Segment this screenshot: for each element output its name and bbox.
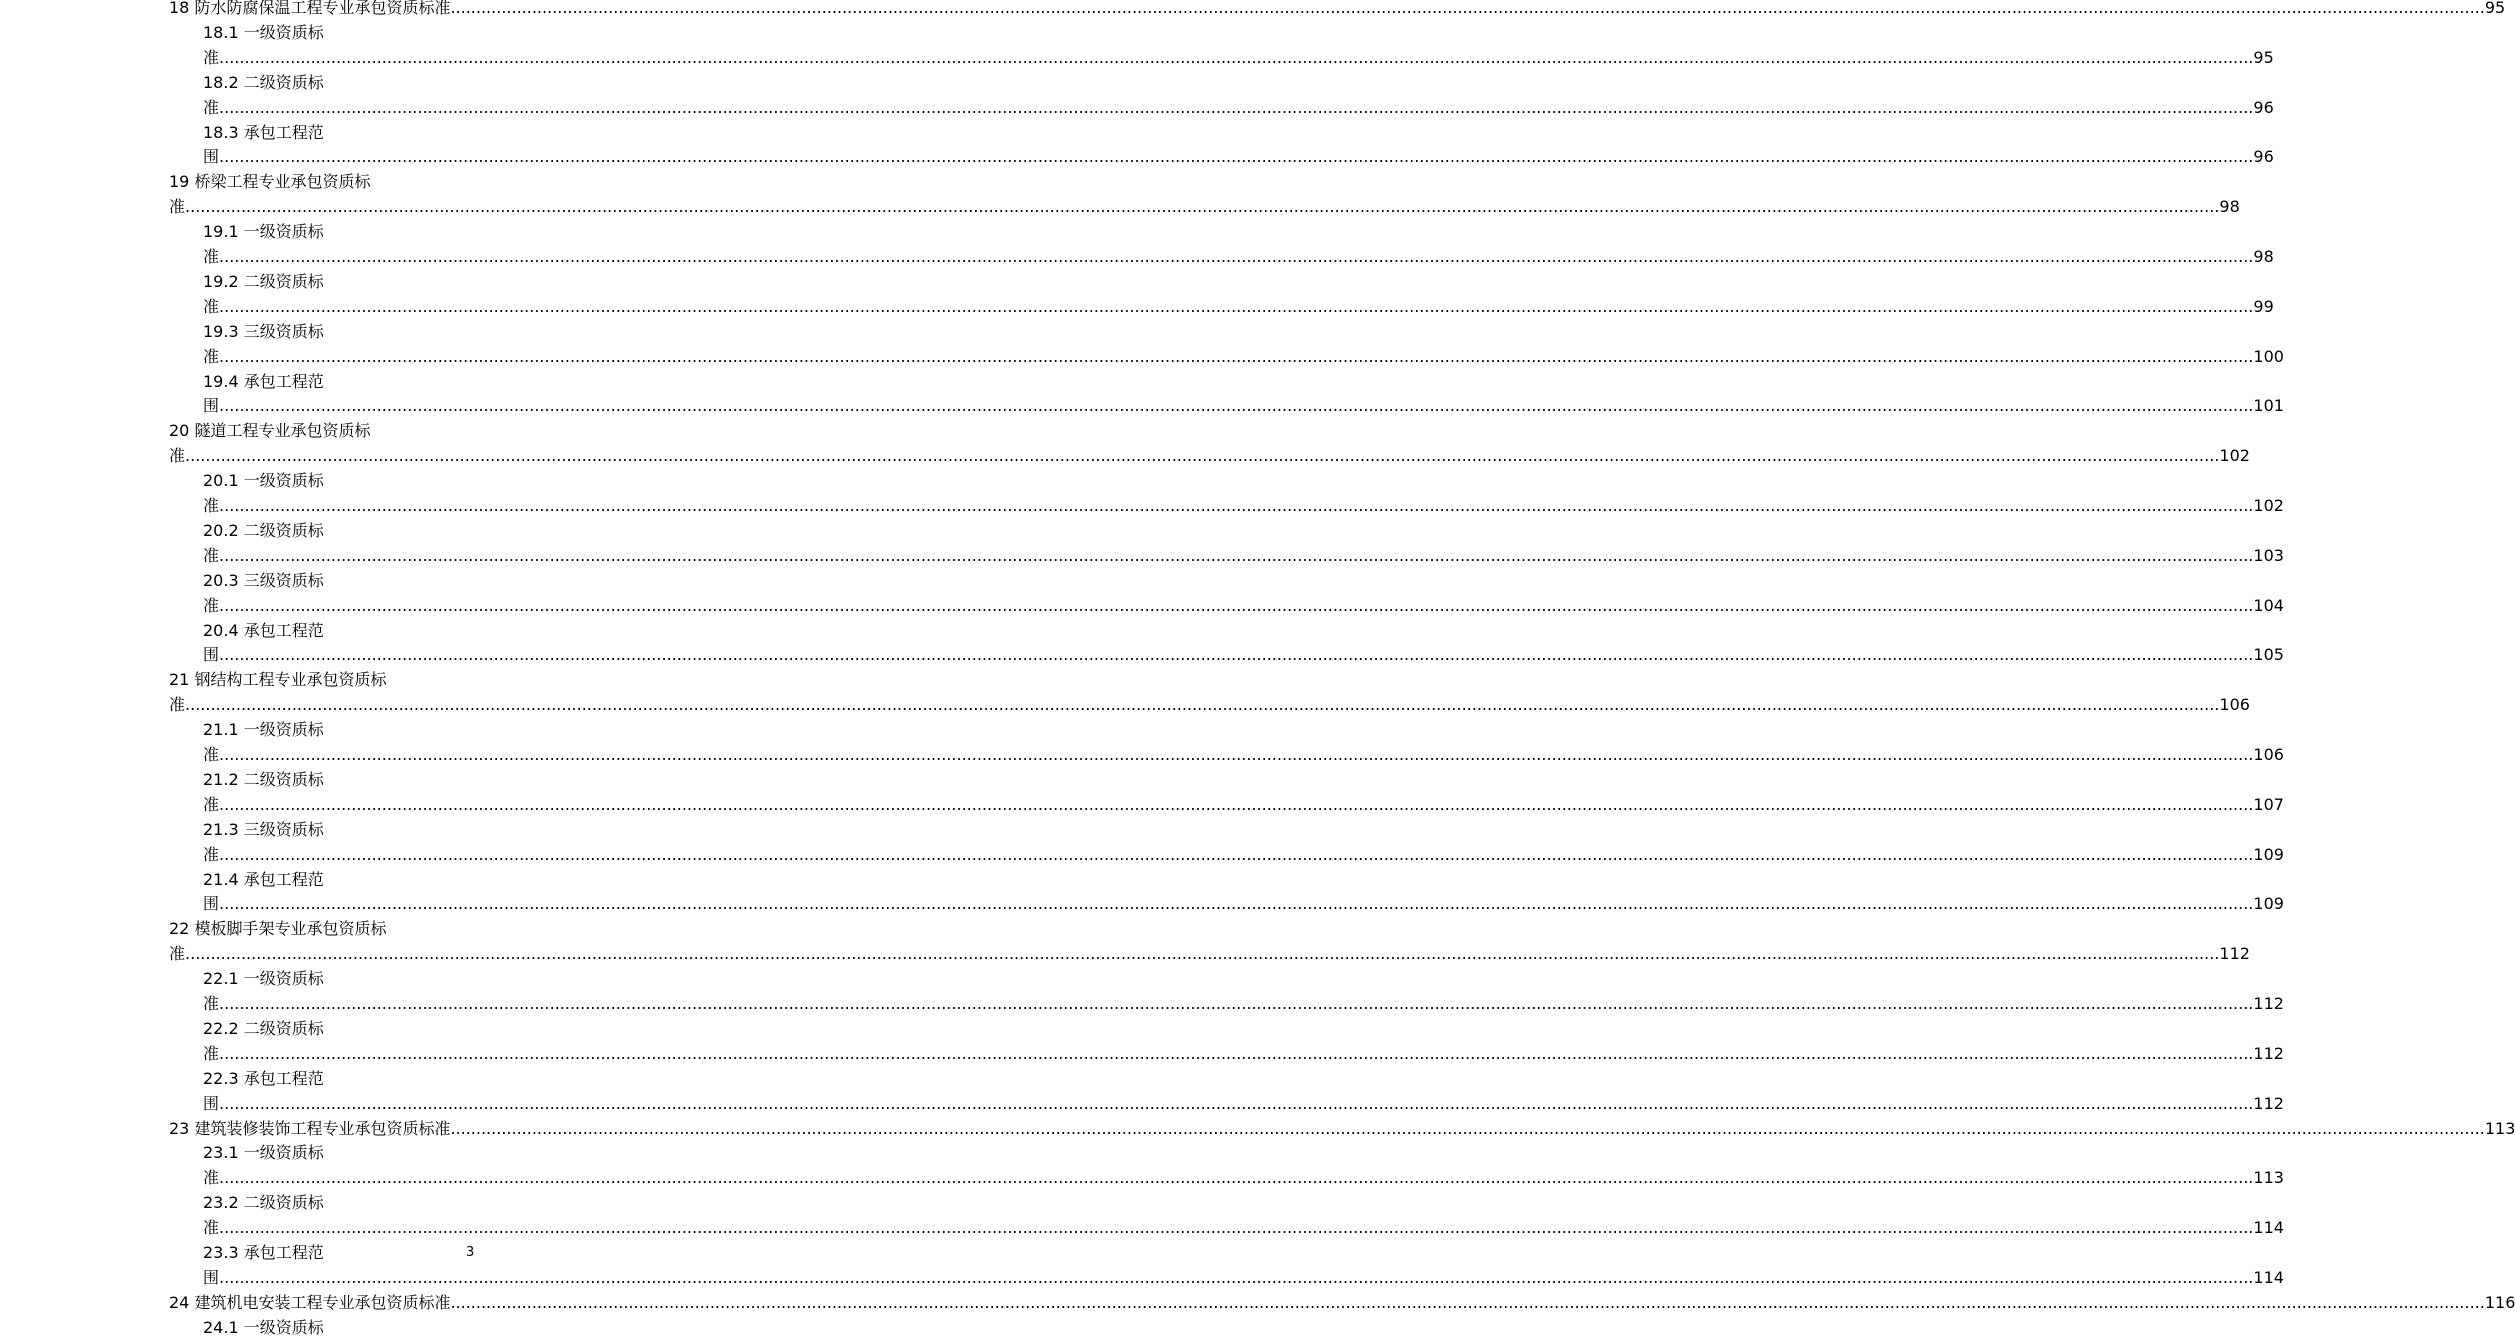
toc-entry-title: 18.1 一级资质标: [203, 22, 324, 42]
toc-page-number: 100: [2253, 346, 2284, 366]
toc-dot-leader: ................................................................................................................................................................................................................................................................................................................................................................................................................: [219, 247, 2254, 266]
toc-entry-heading[interactable]: [203, 1242, 603, 1264]
toc-dot-leader: ................................................................................................................................................................................................................................................................................................................................................................................................................: [450, 1292, 2485, 1312]
toc-entry-continuation[interactable]: [203, 1217, 2284, 1239]
toc-entry-title-tail: 准: [169, 944, 186, 964]
toc-entry-heading[interactable]: [203, 1192, 603, 1214]
toc-dot-leader: ................................................................................................................................................................................................................................................................................................................................................................................................................: [450, 0, 2485, 17]
toc-entry-continuation[interactable]: [203, 1167, 2284, 1189]
toc-page-number: 109: [2253, 894, 2284, 914]
toc-dot-leader: ................................................................................................................................................................................................................................................................................................................................................................................................................: [219, 496, 2254, 515]
toc-entry-title: 19.2 二级资质标: [203, 271, 324, 291]
toc-entry-title: 21.2 二级资质标: [203, 769, 324, 789]
toc-entry-continuation[interactable]: [203, 595, 2284, 617]
toc-entry-continuation[interactable]: [203, 1093, 2284, 1115]
toc-entry-title: 20.4 承包工程范: [203, 620, 324, 640]
toc-entry-title: 19.4 承包工程范: [203, 371, 324, 391]
toc-entry[interactable]: [169, 0, 2506, 19]
toc-entry-title: 24.1 一级资质标: [203, 1317, 324, 1337]
toc-entry-heading[interactable]: [203, 520, 603, 542]
toc-entry-title-tail: 围: [203, 396, 220, 416]
toc-entry-heading[interactable]: [203, 819, 603, 841]
toc-entry-title: 19.1 一级资质标: [203, 222, 324, 242]
toc-page-number: 112: [2253, 1093, 2284, 1113]
toc-entry-title: 23 建筑装修装饰工程专业承包资质标准: [169, 1118, 451, 1138]
toc-entry-heading[interactable]: [203, 769, 603, 791]
toc-dot-leader: ................................................................................................................................................................................................................................................................................................................................................................................................................: [219, 1043, 2254, 1063]
toc-page-number: 96: [2253, 147, 2274, 167]
toc-entry-title: 22.1 一级资质标: [203, 969, 324, 989]
toc-page-number: 106: [2253, 745, 2284, 764]
toc-entry-heading[interactable]: [203, 321, 603, 343]
toc-dot-leader: ................................................................................................................................................................................................................................................................................................................................................................................................................: [185, 944, 2220, 964]
toc-entry-title-tail: 准: [203, 595, 220, 615]
toc-entry-continuation[interactable]: [203, 346, 2284, 368]
toc-page-number: 107: [2253, 794, 2284, 814]
toc-entry-continuation[interactable]: [203, 146, 2274, 168]
toc-page-number: 113: [2484, 1118, 2515, 1138]
toc-entry-title-tail: 围: [203, 894, 220, 914]
toc-entry-heading[interactable]: [203, 1018, 603, 1040]
toc-entry-title-tail: 准: [169, 446, 186, 466]
toc-entry-title: 24 建筑机电安装工程专业承包资质标准: [169, 1292, 451, 1312]
toc-dot-leader: ................................................................................................................................................................................................................................................................................................................................................................................................................: [219, 147, 2254, 167]
toc-page-number: 95: [2253, 47, 2274, 67]
toc-dot-leader: ................................................................................................................................................................................................................................................................................................................................................................................................................: [219, 894, 2254, 914]
toc-entry-title: 18 防水防腐保温工程专业承包资质标准: [169, 0, 451, 17]
toc-entry-continuation[interactable]: [203, 1043, 2284, 1065]
toc-entry-title: 22 模板脚手架专业承包资质标: [169, 919, 387, 939]
toc-entry-title-tail: 准: [203, 247, 220, 266]
page-number-footer: 3: [466, 1245, 475, 1260]
toc-entry-title-tail: 围: [203, 1093, 220, 1113]
toc-entry-continuation[interactable]: [169, 943, 2250, 965]
toc-entry-continuation[interactable]: [203, 97, 2274, 119]
toc-entry-heading[interactable]: [203, 1142, 603, 1164]
toc-entry-heading[interactable]: [169, 918, 569, 940]
toc-entry-heading[interactable]: [203, 620, 603, 642]
toc-page-number: 106: [2219, 695, 2250, 715]
toc-entry-continuation[interactable]: [203, 644, 2284, 666]
toc-entry-title-tail: 准: [203, 346, 220, 366]
toc-entry-continuation[interactable]: [203, 993, 2284, 1015]
toc-entry-title-tail: 围: [203, 147, 220, 167]
toc-entry-title-tail: 准: [203, 97, 220, 117]
toc-entry-title: 21.3 三级资质标: [203, 819, 324, 839]
toc-dot-leader: ................................................................................................................................................................................................................................................................................................................................................................................................................: [219, 296, 2254, 316]
toc-entry-heading[interactable]: [169, 669, 569, 691]
toc-entry-continuation[interactable]: [203, 1267, 2284, 1289]
toc-entry-title-tail: 准: [203, 1168, 220, 1188]
toc-entry-continuation[interactable]: [203, 296, 2274, 318]
toc-entry-continuation[interactable]: [203, 893, 2284, 915]
toc-entry-heading[interactable]: [203, 470, 603, 492]
toc-dot-leader: ................................................................................................................................................................................................................................................................................................................................................................................................................: [219, 396, 2254, 416]
toc-entry-title: 21 钢结构工程专业承包资质标: [169, 670, 387, 690]
toc-dot-leader: ................................................................................................................................................................................................................................................................................................................................................................................................................: [219, 794, 2254, 814]
toc-entry-heading[interactable]: [203, 122, 603, 144]
toc-entry-title-tail: 准: [203, 545, 220, 565]
toc-dot-leader: ................................................................................................................................................................................................................................................................................................................................................................................................................: [219, 745, 2254, 764]
toc-dot-leader: ................................................................................................................................................................................................................................................................................................................................................................................................................: [219, 545, 2254, 565]
toc-entry-heading[interactable]: [203, 968, 603, 990]
toc-page-number: 98: [2219, 197, 2240, 217]
toc-entry-title: 20.3 三级资质标: [203, 570, 324, 590]
toc-entry-title: 20 隧道工程专业承包资质标: [169, 421, 371, 441]
toc-dot-leader: ................................................................................................................................................................................................................................................................................................................................................................................................................: [219, 595, 2254, 615]
toc-entry-heading[interactable]: [203, 869, 603, 891]
toc-dot-leader: ................................................................................................................................................................................................................................................................................................................................................................................................................: [219, 1168, 2254, 1188]
toc-page-number: 116: [2484, 1292, 2515, 1312]
toc-entry-continuation[interactable]: [169, 445, 2250, 467]
toc-entry[interactable]: [169, 1292, 2515, 1314]
toc-entry-heading[interactable]: [203, 570, 603, 592]
toc-entry-heading[interactable]: [203, 221, 603, 243]
toc-dot-leader: ................................................................................................................................................................................................................................................................................................................................................................................................................: [219, 994, 2254, 1013]
toc-page-number: 99: [2253, 296, 2274, 316]
toc-page-number: 96: [2253, 97, 2274, 117]
toc-entry-title-tail: 准: [169, 695, 186, 715]
toc-page-number: 101: [2253, 396, 2284, 416]
toc-entry-title: 18.2 二级资质标: [203, 72, 324, 92]
toc-entry-continuation[interactable]: [203, 744, 2284, 766]
toc-entry-title-tail: 准: [203, 794, 220, 814]
toc-entry-title: 20.2 二级资质标: [203, 520, 324, 540]
toc-entry-continuation[interactable]: [169, 694, 2250, 716]
toc-dot-leader: ................................................................................................................................................................................................................................................................................................................................................................................................................: [185, 446, 2220, 466]
toc-dot-leader: ................................................................................................................................................................................................................................................................................................................................................................................................................: [219, 346, 2254, 366]
toc-entry-continuation[interactable]: [203, 545, 2284, 567]
toc-dot-leader: ................................................................................................................................................................................................................................................................................................................................................................................................................: [219, 1093, 2254, 1113]
toc-entry-heading[interactable]: [203, 719, 603, 741]
toc-entry-continuation[interactable]: [203, 246, 2274, 268]
toc-entry-title: 21.1 一级资质标: [203, 720, 324, 740]
toc-entry-title: 22.2 二级资质标: [203, 1018, 324, 1038]
toc-page-number: 114: [2253, 1267, 2284, 1287]
toc-entry-title: 22.3 承包工程范: [203, 1068, 324, 1088]
toc-entry-title: 21.4 承包工程范: [203, 869, 324, 889]
toc-entry-continuation[interactable]: [169, 196, 2240, 218]
toc-entry-continuation[interactable]: [203, 844, 2284, 866]
toc-entry-title: 20.1 一级资质标: [203, 471, 324, 491]
toc-page-number: 112: [2253, 994, 2284, 1013]
toc-entry-title: 23.3 承包工程范: [203, 1243, 324, 1262]
toc-dot-leader: ................................................................................................................................................................................................................................................................................................................................................................................................................: [219, 1267, 2254, 1287]
toc-page-number: 105: [2253, 645, 2284, 665]
toc-dot-leader: ................................................................................................................................................................................................................................................................................................................................................................................................................: [219, 844, 2254, 864]
toc-entry-title-tail: 围: [203, 1267, 220, 1287]
toc-page-number: 103: [2253, 545, 2284, 565]
toc-entry-title: 23.2 二级资质标: [203, 1193, 324, 1213]
toc-page-number: 102: [2253, 496, 2284, 515]
toc-dot-leader: ................................................................................................................................................................................................................................................................................................................................................................................................................: [219, 97, 2254, 117]
toc-entry-title-tail: 准: [203, 745, 220, 764]
toc-page-number: 104: [2253, 595, 2284, 615]
toc-page-number: 112: [2253, 1043, 2284, 1063]
toc-page-number: 109: [2253, 844, 2284, 864]
toc-entry-continuation[interactable]: [203, 395, 2284, 417]
toc-entry-heading[interactable]: [203, 1068, 603, 1090]
toc-page-number: 114: [2253, 1218, 2284, 1238]
toc-entry-title: 18.3 承包工程范: [203, 122, 324, 142]
toc-entry-title: 23.1 一级资质标: [203, 1143, 324, 1163]
toc-page-number: 112: [2219, 944, 2250, 964]
toc-entry-title-tail: 准: [203, 994, 220, 1013]
toc-page-number: 113: [2253, 1168, 2284, 1188]
toc-page-number: 102: [2219, 446, 2250, 466]
toc-entry-title-tail: 准: [203, 1218, 220, 1238]
toc-entry-title-tail: 准: [169, 197, 186, 217]
toc-entry[interactable]: [169, 1118, 2515, 1140]
toc-entry-title-tail: 准: [203, 1043, 220, 1063]
toc-dot-leader: ................................................................................................................................................................................................................................................................................................................................................................................................................: [219, 1218, 2254, 1238]
toc-entry-heading[interactable]: [203, 1317, 603, 1339]
toc-dot-leader: ................................................................................................................................................................................................................................................................................................................................................................................................................: [185, 197, 2220, 217]
toc-entry-title-tail: 准: [203, 296, 220, 316]
toc-entry-title-tail: 准: [203, 844, 220, 864]
toc-dot-leader: ................................................................................................................................................................................................................................................................................................................................................................................................................: [219, 47, 2254, 67]
toc-entry-title-tail: 准: [203, 496, 220, 515]
toc-entry-heading[interactable]: [203, 371, 603, 393]
toc-entry-continuation[interactable]: [203, 495, 2284, 517]
toc-entry-heading[interactable]: [203, 72, 603, 94]
toc-page-number: 95: [2484, 0, 2506, 17]
toc-entry-title: 19.3 三级资质标: [203, 321, 324, 341]
toc-dot-leader: ................................................................................................................................................................................................................................................................................................................................................................................................................: [219, 645, 2254, 665]
toc-entry-heading[interactable]: [169, 171, 569, 193]
toc-entry-continuation[interactable]: [203, 47, 2274, 69]
toc-entry-title-tail: 围: [203, 645, 220, 665]
toc-dot-leader: ................................................................................................................................................................................................................................................................................................................................................................................................................: [185, 695, 2220, 715]
toc-entry-title: 19 桥梁工程专业承包资质标: [169, 172, 371, 192]
toc-entry-heading[interactable]: [169, 420, 569, 442]
toc-entry-title-tail: 准: [203, 47, 220, 67]
toc-page-number: 98: [2253, 247, 2274, 266]
toc-entry-continuation[interactable]: [203, 794, 2284, 816]
toc-entry-heading[interactable]: [203, 271, 603, 293]
toc-entry-heading[interactable]: [203, 22, 603, 44]
toc-dot-leader: ................................................................................................................................................................................................................................................................................................................................................................................................................: [450, 1118, 2485, 1138]
